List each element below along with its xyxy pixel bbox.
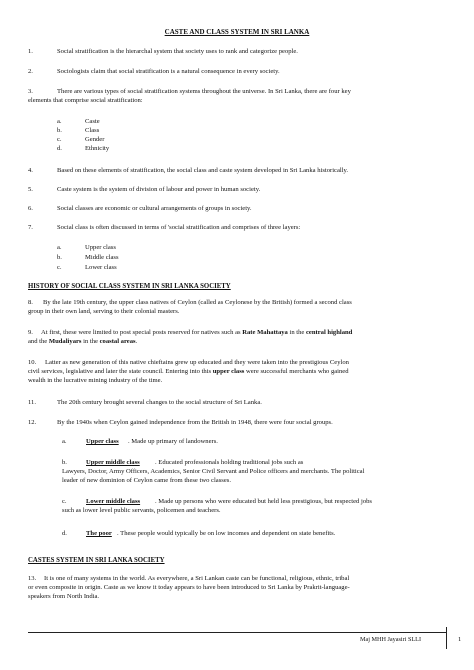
list-letter: b. — [57, 127, 62, 134]
list-letter: a. — [62, 438, 67, 445]
item-text: Based on these elements of stratification, the social class and caste system developed in Sri Lanka historically. — [57, 167, 349, 174]
item-number: 10. — [28, 359, 37, 366]
page-number: 1 — [458, 636, 462, 643]
group-description: such as lower level public servants, policemen and teachers. — [62, 507, 221, 514]
paragraph-text: wealth in the lucrative mining industry of the time. — [28, 377, 163, 384]
item-text: Sociologists claim that social stratification is a natural consequence in every society. — [57, 68, 280, 75]
item-number: 2. — [28, 68, 33, 75]
item-number: 4. — [28, 167, 33, 174]
list-item: Class — [85, 127, 100, 134]
list-item: Ethnicity — [85, 145, 110, 152]
item-text: Caste system is the system of division of labour and power in human society. — [57, 186, 261, 193]
item-number: 7. — [28, 224, 33, 231]
paragraph-text: At first, these were limited to post special posts reserved for natives such as Rate Mahattaya in the central highland — [41, 329, 353, 336]
section-heading: CASTES SYSTEM IN SRI LANKA SOCIETY — [28, 557, 165, 564]
list-letter: a. — [57, 118, 62, 125]
item-text: There are various types of social stratification systems throughout the universe. In Sri Lanka, there are four key — [57, 88, 351, 95]
paragraph-text: The 20th century brought several changes to the social structure of Sri Lanka. — [57, 399, 262, 406]
section-heading: HISTORY OF SOCIAL CLASS SYSTEM IN SRI LANKA SOCIETY — [28, 283, 231, 290]
item-number: 6. — [28, 205, 33, 212]
paragraph-text: or even composite in origin. Caste as we know it today appears to have been introduced to Sri Lanka by Prakrit-language- — [28, 584, 350, 591]
item-number: 1. — [28, 48, 33, 55]
list-letter: b. — [62, 459, 67, 466]
list-item: Lower class — [85, 264, 117, 271]
list-item: Caste — [85, 118, 100, 125]
footer-separator — [446, 627, 447, 649]
group-name: Upper middle class — [86, 459, 140, 466]
list-item: Upper class — [85, 244, 116, 251]
list-letter: b. — [57, 254, 62, 261]
item-text: Social class is often discussed in terms of 'social stratification and comprises of three layers: — [57, 224, 301, 231]
list-letter: c. — [62, 498, 67, 505]
group-description: . Made up primary of landowners. — [128, 438, 218, 445]
paragraph-text: By the 1940s when Ceylon gained independence from the British in 1948, there were four social groups. — [57, 419, 333, 426]
group-description: Lawyers, Doctor, Army Officers, Academics, Senior Civil Servant and Police officers and merchants. The political — [62, 468, 365, 475]
item-number: 12. — [28, 419, 37, 426]
item-number: 11. — [28, 399, 36, 406]
item-text-continuation: elements that comprise social stratification: — [28, 97, 143, 104]
list-item: Gender — [85, 136, 105, 143]
list-letter: a. — [57, 244, 62, 251]
list-letter: d. — [57, 145, 62, 152]
group-name: The poor — [86, 530, 112, 537]
paragraph-text: civil services, legislative and later the state council. Entering into this upper class were successful merchants who gained — [28, 368, 349, 375]
group-description: . Made up persons who were educated but held less prestigious, but respected jobs — [155, 498, 372, 505]
group-description: leader of new dominion of Ceylon came from these two classes. — [62, 477, 232, 484]
list-item: Middle class — [85, 254, 119, 261]
paragraph-text: Latter as new generation of this native chieftains grew up educated and they were taken into the prestigious Ceylon — [45, 359, 349, 366]
item-number: 5. — [28, 186, 33, 193]
paragraph-text: group in their own land, serving to their colonial masters. — [28, 308, 180, 315]
paragraph-text: It is one of many systems in the world. As everywhere, a Sri Lankan caste can be functional, religious, ethnic, tribal — [44, 575, 350, 582]
item-number: 9. — [28, 329, 33, 336]
list-letter: c. — [57, 264, 62, 271]
item-text: Social classes are economic or cultural arrangements of groups in society. — [57, 205, 252, 212]
list-letter: c. — [57, 136, 62, 143]
footer-author: Maj MHH Jayasiri SLLI — [360, 636, 422, 643]
list-letter: d. — [62, 530, 67, 537]
item-number: 3. — [28, 88, 33, 95]
item-number: 13. — [28, 575, 37, 582]
paragraph-text: By the late 19th century, the upper class natives of Ceylon (called as Ceylonese by the British) formed a second class — [43, 299, 352, 306]
paragraph-text: speakers from North India. — [28, 593, 100, 600]
item-text: Social stratification is the hierarchal system that society uses to rank and categorize people. — [57, 48, 298, 55]
paragraph-text: and the Mudaliyars in the coastal areas. — [28, 338, 138, 345]
group-description: . These people would typically be on low incomes and dependent on state benefits. — [117, 530, 336, 537]
group-name: Upper class — [86, 438, 119, 445]
group-name: Lower middle class — [86, 498, 141, 505]
group-description: . Educated professionals holding traditional jobs such as — [155, 459, 304, 466]
item-number: 8. — [28, 299, 33, 306]
document-title: CASTE AND CLASS SYSTEM IN SRI LANKA — [164, 28, 310, 36]
footer-rule — [28, 632, 446, 633]
